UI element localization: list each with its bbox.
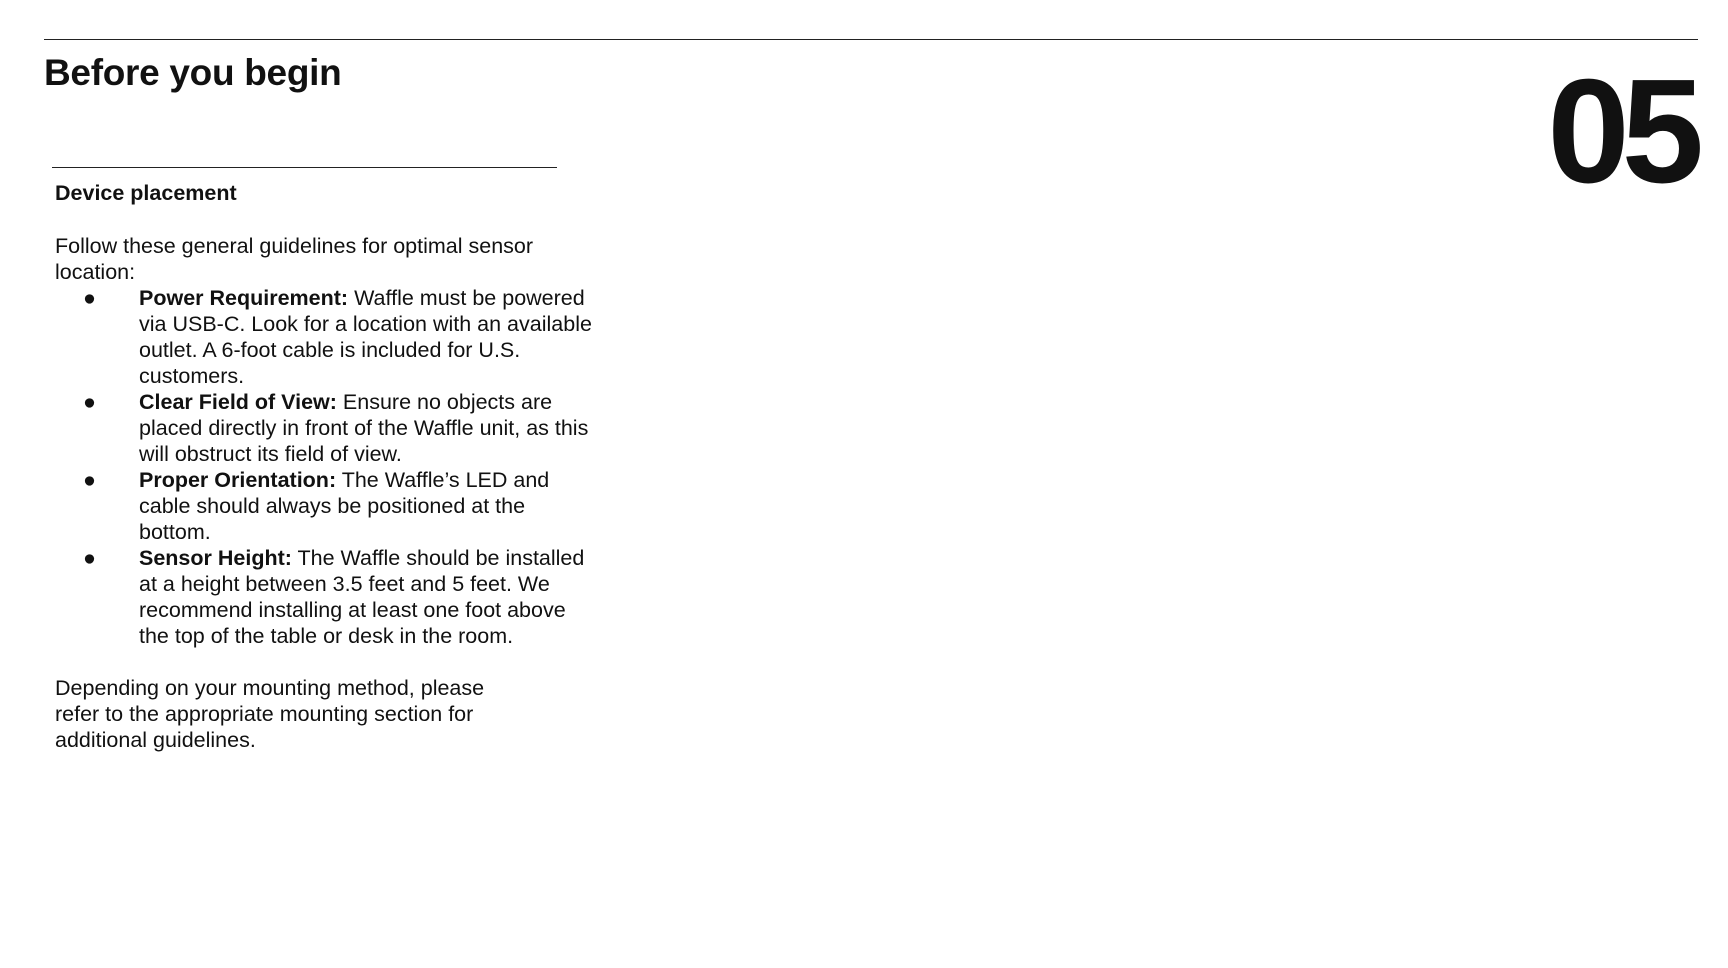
device-placement-section	[52, 167, 592, 753]
bullet-icon: ●	[83, 286, 96, 310]
guidelines-list	[52, 285, 592, 649]
page-number: 05	[1547, 49, 1696, 214]
guideline-proper-orientation	[52, 467, 601, 545]
intro-paragraph: Follow these general guidelines for optimal sensor location:	[55, 234, 534, 284]
bullet-icon: ●	[83, 468, 96, 492]
guideline-text: The Waffle should be installed at a height between 3.5 feet and 5 feet. We recommend installing at least one foot above the top of the table or desk in the room.	[139, 546, 585, 648]
guideline-term: Proper Orientation:	[139, 468, 337, 492]
guideline-clear-field-of-view	[52, 389, 601, 467]
section-divider	[52, 167, 557, 168]
header-divider	[44, 39, 1698, 40]
section-heading: Device placement	[55, 181, 237, 205]
guideline-text: Ensure no objects are placed directly in front of the Waffle unit, as this will obstruct its field of view.	[139, 390, 589, 466]
guideline-text: Waffle must be powered via USB-C. Look for a location with an available outlet. A 6-foot cable is included for U.S. customers.	[139, 286, 592, 388]
page-title: Before you begin	[44, 52, 342, 93]
guideline-term: Sensor Height:	[139, 546, 292, 570]
guideline-term: Power Requirement:	[139, 286, 349, 310]
guideline-sensor-height	[52, 545, 601, 649]
guideline-term: Clear Field of View:	[139, 390, 337, 414]
bullet-icon: ●	[83, 546, 96, 570]
outro-paragraph: Depending on your mounting method, please refer to the appropriate mounting section for additional guidelines.	[55, 676, 485, 752]
guideline-text: The Waffle’s LED and cable should always be positioned at the bottom.	[139, 468, 550, 544]
bullet-icon: ●	[83, 390, 96, 414]
guideline-power-requirement	[52, 285, 601, 389]
